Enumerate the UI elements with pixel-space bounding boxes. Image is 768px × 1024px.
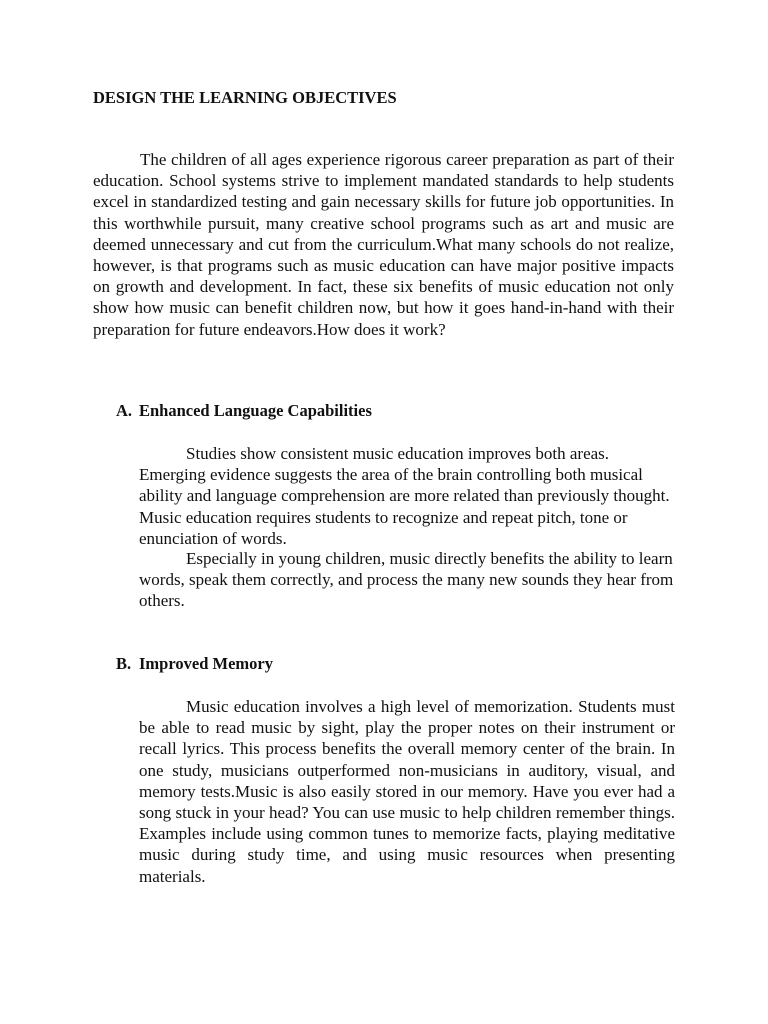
section-b-paragraph-1: Music education involves a high level of memorization. Students must be able to read music by sight, play the proper notes on their instrument or recall lyrics. This process benefits the overall memory center of the brain. In one study, musicians outperformed non-musicians in auditory, visual, and memory tests.Music is also easily stored in our memory. Have you ever had a song stuck in your head? You can use music to help children remember things. Examples include using common tunes to memorize facts, playing meditative music during study time, and using music resources when presenting materials. <box>139 697 675 886</box>
section-heading-a <box>116 400 676 421</box>
section-title-a: Enhanced Language Capabilities <box>139 401 372 420</box>
section-letter-a: A. <box>116 401 133 420</box>
section-a-paragraph-1: Studies show consistent music education improves both areas. Emerging evidence suggests the area of the brain controlling both musical ability and language comprehension are more related than previously thought. Music education requires students to recognize and repeat pitch, tone or enunciation of words. <box>139 444 670 548</box>
section-a-paragraph-2: Especially in young children, music directly benefits the ability to learn words, speak them correctly, and process the many new sounds they hear from others. <box>139 549 674 611</box>
section-heading-b <box>116 653 676 674</box>
intro-paragraph: The children of all ages experience rigorous career preparation as part of their education. School systems strive to implement mandated standards to help students excel in standardized testing and gain necessary skills for future job opportunities. In this worthwhile pursuit, many creative school programs such as art and music are deemed unnecessary and cut from the curriculum.What many schools do not realize, however, is that programs such as music education can have major positive impacts on growth and development. In fact, these six benefits of music education not only show how music can benefit children now, but how it goes hand-in-hand with their preparation for future endeavors.How does it work? <box>93 150 674 339</box>
page-title: DESIGN THE LEARNING OBJECTIVES <box>93 88 397 107</box>
section-title-b: Improved Memory <box>139 654 273 673</box>
section-letter-b: B. <box>116 654 132 673</box>
